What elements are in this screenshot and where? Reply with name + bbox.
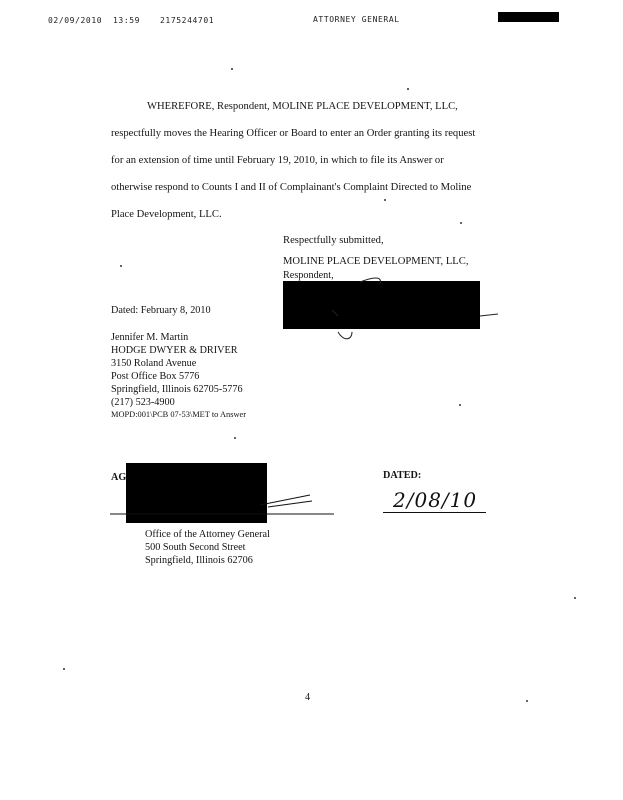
- fax-header-redaction: [498, 12, 559, 22]
- ag-street: 500 South Second Street: [145, 542, 246, 553]
- agreed-label: AG: [111, 472, 127, 483]
- body-line-4: otherwise respond to Counts I and II of Complainant's Complaint Directed to Moline: [111, 182, 472, 193]
- file-reference: MOPD:001\PCB 07-53\MET to Answer: [111, 410, 247, 419]
- attorney-name: Jennifer M. Martin: [111, 332, 189, 343]
- ag-office: Office of the Attorney General: [145, 529, 270, 540]
- date-underline: [383, 512, 486, 513]
- scan-speck: [384, 199, 386, 201]
- attorney-city: Springfield, Illinois 62705-5776: [111, 384, 243, 395]
- fax-sender: ATTORNEY GENERAL: [313, 15, 400, 24]
- attorney-po-box: Post Office Box 5776: [111, 371, 200, 382]
- fax-number: 2175244701: [160, 16, 215, 25]
- respondent-label: Respondent,: [283, 270, 334, 281]
- scan-speck: [407, 88, 409, 90]
- scan-speck: [120, 265, 122, 267]
- body-line-5: Place Development, LLC.: [111, 209, 222, 220]
- dated-label: DATED:: [383, 470, 422, 481]
- body-line-2: respectfully moves the Hearing Officer or Board to enter an Order granting its request: [111, 128, 476, 139]
- page-number: 4: [305, 692, 311, 703]
- company-name: MOLINE PLACE DEVELOPMENT, LLC,: [283, 256, 469, 267]
- fax-date: 02/09/2010: [48, 16, 103, 25]
- body-line-3: for an extension of time until February 19, 2010, in which to file its Answer or: [111, 155, 444, 166]
- attorney-phone: (217) 523-4900: [111, 397, 175, 408]
- closing: Respectfully submitted,: [283, 235, 384, 246]
- scan-speck: [231, 68, 233, 70]
- ag-city: Springfield, Illinois 62706: [145, 555, 253, 566]
- attorney-firm: HODGE DWYER & DRIVER: [111, 345, 238, 356]
- agreed-signature-line: [110, 485, 340, 525]
- handwritten-date: 2/08/10: [393, 488, 478, 512]
- fax-time: 13:59: [113, 16, 141, 25]
- body-line-1: WHEREFORE, Respondent, MOLINE PLACE DEVELOPMENT, LLC,: [147, 101, 458, 112]
- attorney-street: 3150 Roland Avenue: [111, 358, 197, 369]
- signature-scribble: [330, 270, 500, 345]
- scan-speck: [574, 597, 576, 599]
- scan-speck: [460, 222, 462, 224]
- scan-speck: [526, 700, 528, 702]
- dated-line: Dated: February 8, 2010: [111, 305, 211, 316]
- scan-speck: [234, 437, 236, 439]
- scan-speck: [459, 404, 461, 406]
- scan-speck: [63, 668, 65, 670]
